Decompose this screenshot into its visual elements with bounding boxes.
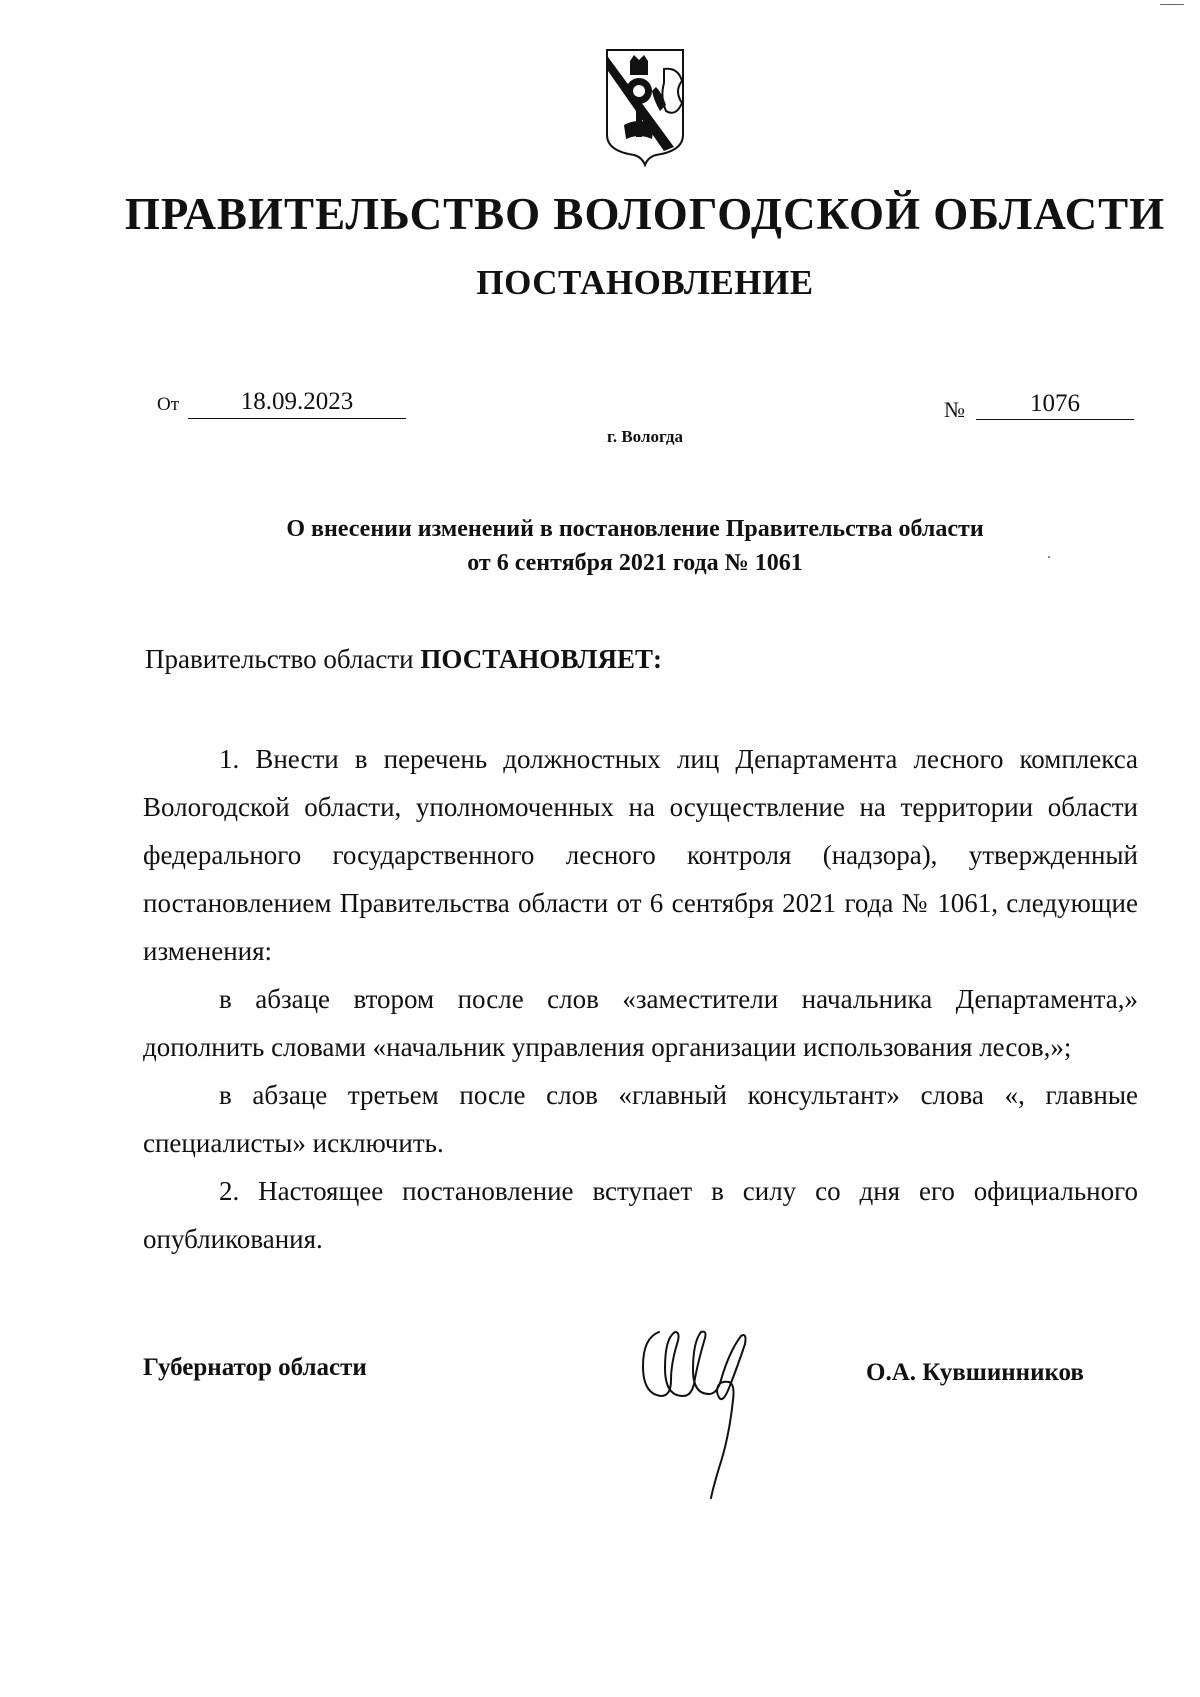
- subject-line-2: от 6 сентября 2021 года № 1061: [467, 550, 803, 576]
- preamble: [145, 644, 662, 675]
- date-prefix-label: От: [157, 394, 180, 415]
- document-body: [143, 735, 1138, 1263]
- subject-line-1: О внесении изменений в постановление Правительства области: [286, 516, 984, 542]
- body-paragraph-1: 1. Внести в перечень должностных лиц Департамента лесного комплекса Вологодской области, уполномоченных на осуществление на территории области федерального государственного лесного контроля (надзора), утвержденный постановлением Правительства области от 6 сентября 2021 года № 1061, следующие изменения:: [143, 744, 1138, 966]
- preamble-keyword: ПОСТАНОВЛЯЕТ:: [420, 644, 662, 674]
- body-paragraph-4: 2. Настоящее постановление вступает в силу со дня его официального опубликования.: [143, 1176, 1138, 1254]
- preamble-text: Правительство области: [145, 644, 421, 674]
- body-paragraph-3: в абзаце третьем после слов «главный консультант» слова «, главные специалисты» исключить.: [143, 1080, 1138, 1158]
- handwritten-signature-icon: [637, 1318, 767, 1503]
- signatory-position: Губернатор области: [143, 1354, 367, 1381]
- coat-of-arms-icon: [604, 47, 686, 167]
- document-subject: [140, 512, 1130, 580]
- document-number: 1076: [976, 389, 1134, 420]
- government-title: ПРАВИТЕЛЬСТВО ВОЛОГОДСКОЙ ОБЛАСТИ: [124, 189, 1166, 239]
- scan-speck: [1160, 4, 1184, 5]
- number-prefix-label: №: [944, 397, 965, 422]
- document-city: г. Вологда: [607, 427, 683, 446]
- body-paragraph-2: в абзаце втором после слов «заместители начальника Департамента,» дополнить словами «начальник управления организации использования лесов,»;: [143, 984, 1138, 1062]
- scan-speck: [1048, 556, 1050, 558]
- document-date: 18.09.2023: [188, 387, 406, 419]
- signatory-name: О.А. Кувшинников: [866, 1359, 1084, 1386]
- document-type-heading: ПОСТАНОВЛЕНИЕ: [476, 263, 814, 302]
